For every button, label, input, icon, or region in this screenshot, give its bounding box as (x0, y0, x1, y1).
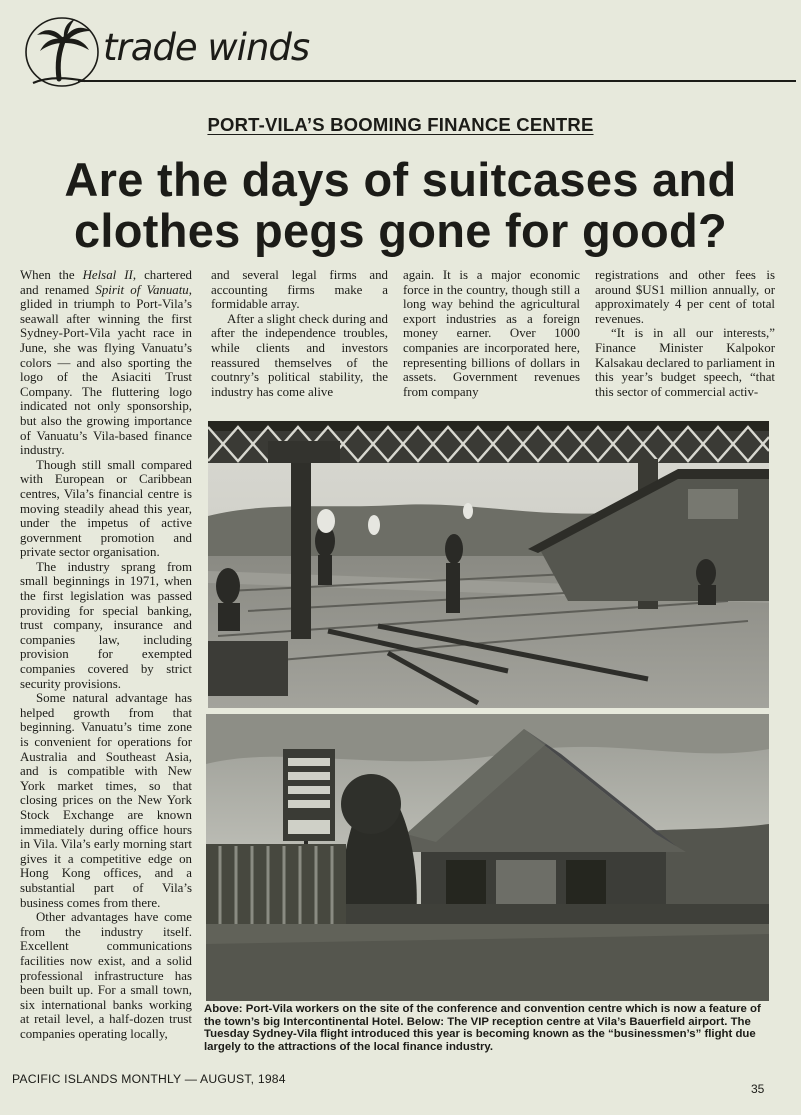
construction-site-photo (208, 421, 769, 708)
article-column-2: and several legal firms and accounting firms make a formidable array. After a slight check during and after the independence troubles, while clients and investors reassured themselves of the coutnry’s political stability, the industry has come alive (211, 268, 388, 399)
page-number: 35 (751, 1082, 765, 1096)
section-title: trade winds (103, 26, 310, 69)
masthead-rule (78, 80, 796, 82)
headline-line-1: Are the days of suitcases and (64, 153, 737, 206)
article-column-1: When the Helsal II, chartered and renamed Spirit of Vanuatu, glided in triumph to Port-Vila’s seawall after winning the first Sydney-Port-Vila yacht race in June, she was flying Vanuatu’s colors — and also sporting the logo of the Asiaciti Trust Company. The fluttering logo indicated not only sponsorship, but also the growing importance of Vanuatu’s Vila-based finance industry. Though still small compared with European or Caribbean centres, Vila’s financial centre is moving steadily ahead this year, under the impetus of active government promotion and private sector organisation. The industry sprang from small beginnings in 1971, when the first legislation was passed providing for special banking, trust company, insurance and companies law, including provision for exempted companies covered by strict security provisions. Some natural advantage has helped growth from that beginning. Vanuatu’s time zone is convenient for operations for Australia and Southeast Asia, and is compatible with New York market times, so that closing prices on the New York Stock Exchange are known immediately during office hours in Vila. Vila’s early morning start gives it a competitive edge on Hong Kong offices, and a substantial part of Vila’s business comes from there. Other advantages have come from the industry itself. Excellent communications facilities now exist, and a solid professional infrastructure has been built up. For a small town, six international banks working at retail level, a half-dozen trust companies operating locally, (20, 268, 193, 1041)
article-kicker: PORT-VILA’S BOOMING FINANCE CENTRE (207, 114, 594, 135)
publication-footer: PACIFIC ISLANDS MONTHLY — AUGUST, 1984 (12, 1072, 286, 1086)
vip-reception-centre-photo (206, 714, 769, 1001)
palm-tree-icon (23, 15, 101, 89)
masthead (20, 12, 775, 92)
photo-caption: Above: Port-Vila workers on the site of the conference and convention centre which is now a feature of the town’s big Intercontinental Hotel. Below: The VIP reception centre at Vila’s Bauerfield airport. The Tuesday Sydney-Vila flight introduced this year is becoming known as the “businessmen’s” flight due largely to the attractions of the local finance industry. (204, 1003, 761, 1053)
article-headline (20, 154, 781, 256)
headline-line-2: clothes pegs gone for good? (73, 204, 728, 257)
article-column-4: registrations and other fees is around $US1 million annually, or approximately 4 per cent of total revenues. “It is in all our interests,” Finance Minister Kalpokor Kalsakau declared to parliament in this year’s budget speech, “that this sector of commercial activ- (595, 268, 775, 399)
article-column-3: again. It is a major economic force in the country, though still a long way behind the agricultural export industries as a foreign money earner. Over 1000 companies are incorporated here, representing billions of dollars in assets. Government revenues from company (403, 268, 580, 399)
